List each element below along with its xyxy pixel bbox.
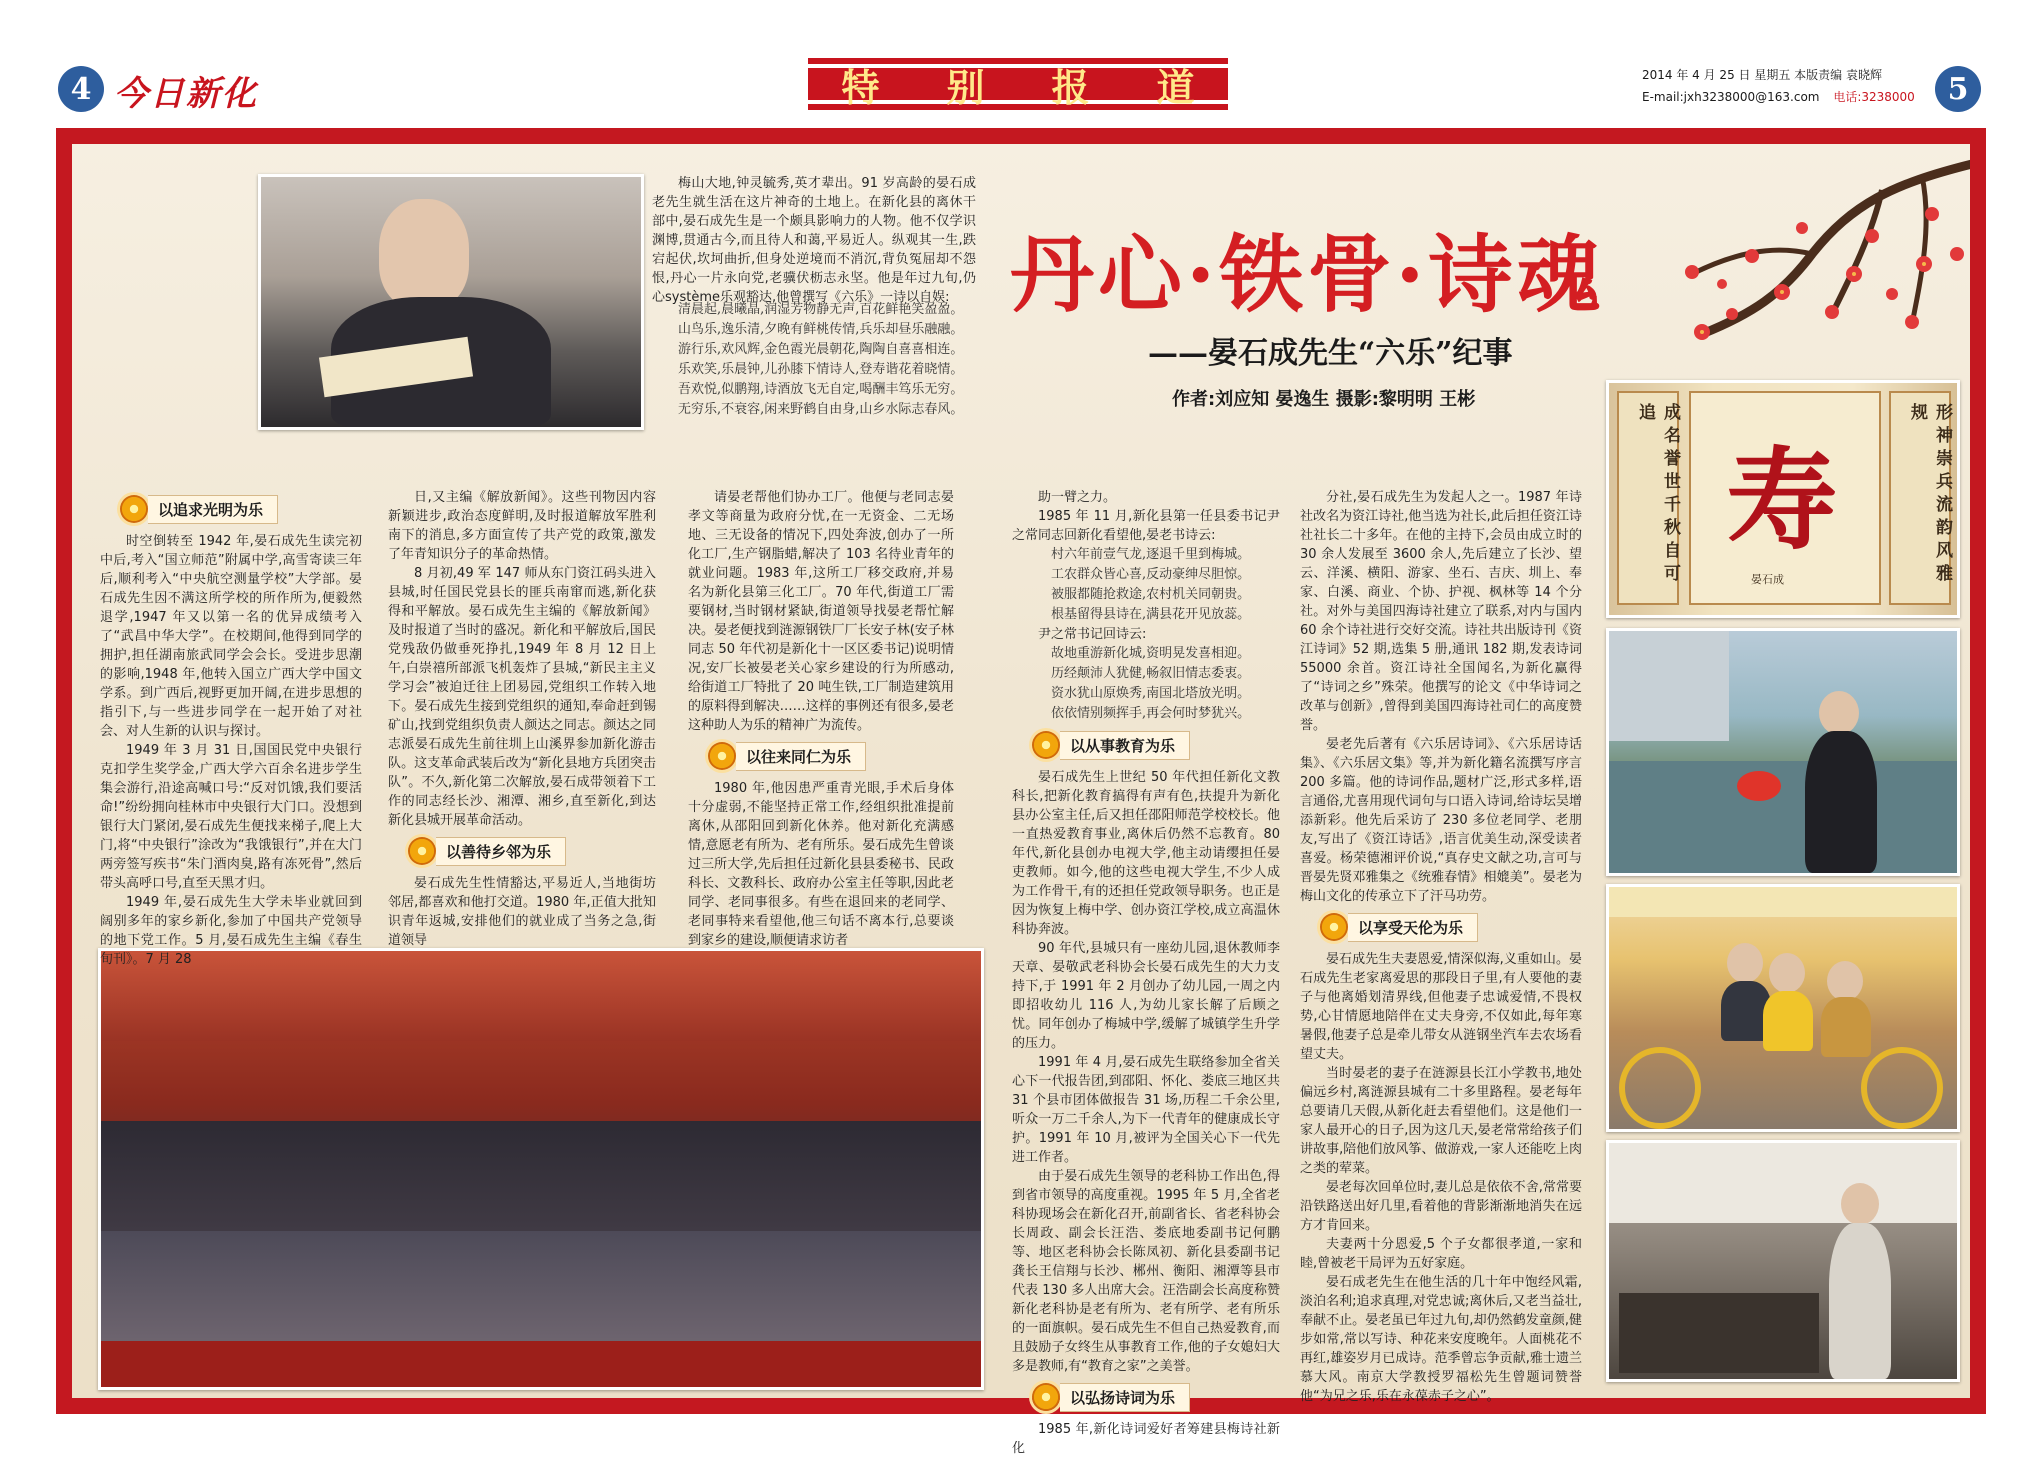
paragraph: 90 年代,县城只有一座幼儿园,退休教师李天章、晏敬武老科协会长晏石成先生的大力支持下,于 1991 年 2 月创办了幼儿园,一周之内即招收幼儿 116 人,为幼儿家长解了后顾之忧。同年创办了梅城中学,缓解了城镇学生升学的压力。: [1012, 941, 1280, 1051]
column-3: [688, 488, 954, 950]
column-2: [388, 488, 656, 950]
outdoor-photo: [1606, 628, 1960, 876]
poem-line: 山鸟乐,逸乐清,夕晚有鲜桃传情,兵乐却昼乐融融。: [678, 322, 964, 337]
phone: 电话:3238000: [1833, 90, 1915, 104]
section-heading-pursuing-light: [120, 494, 362, 524]
callig-signature: 晏石成: [1751, 573, 1784, 586]
newspaper-logo: 今日新化: [114, 74, 258, 114]
poem-line: 村六年前壹气龙,逐退千里到梅城。: [1051, 547, 1251, 562]
section-heading-text: 以善待乡邻为乐: [436, 837, 566, 866]
section-heading-text: 以追求光明为乐: [148, 495, 278, 524]
poem-line: 依依情别频挥手,再会何时梦犹兴。: [1051, 706, 1251, 721]
portrait-photo: [258, 174, 644, 430]
column-5: [1300, 488, 1582, 1406]
group-photo: [98, 948, 984, 1390]
paragraph: 1949 年,晏石成先生大学未毕业就回到阔别多年的家乡新化,参加了中国共产党领导的地下党工作。5 月,晏石成先生主编《春生旬刊》。7 月 28: [100, 895, 362, 967]
chrysanthemum-icon: [120, 495, 148, 523]
poem-line: 吾欢悦,似鹏翔,诗酒放飞无自定,喝酬丰笃乐无穷。: [678, 382, 964, 397]
poem-line: 被服都随抢救途,农村机关同朝贵。: [1051, 587, 1251, 602]
left-page-number: 4: [58, 66, 104, 112]
section-heading-text: 以弘扬诗词为乐: [1060, 1383, 1190, 1412]
paragraph: 1985 年,新化诗词爱好者筹建县梅诗社新化: [1012, 1422, 1280, 1456]
paragraph: 1985 年 11 月,新化县第一任县委书记尹之常同志回新化看望他,晏老书诗云:: [1012, 509, 1280, 543]
calligraphy-photo: [1606, 380, 1960, 618]
paragraph: 晏石成先生上世纪 50 年代担任新化文教科长,把新化教育搞得有声有色,扶提升为新化县办公室主任,后又担任邵阳师范学校校长。他一直热爱教育事业,离休后仍然不忘教育。80 年代,新化县创办电视大学,他主动请缨担任晏吏教师。如今,他的这些电视大学生,不少人成为工作骨干,有的还担任党政领导职务。也正是因为恢复上梅中学、创办资江学校,成立高温休科协奔波。: [1012, 770, 1280, 937]
intro-poem: [652, 300, 982, 420]
section-heading-text: 以享受天伦为乐: [1348, 913, 1478, 942]
poem-to-yin: [1012, 545, 1280, 625]
callig-center-char: 寿: [1727, 436, 1837, 565]
callig-right-scroll: 形神崇兵流韵风雅规: [1907, 403, 1952, 587]
section-heading-colleagues: [708, 741, 954, 771]
poem-line: 根基留得县诗在,满县花开见放蕊。: [1051, 607, 1251, 622]
paragraph: 1991 年 4 月,晏石成先生联络参加全省关心下一代报告团,到邵阳、怀化、娄底三地区共 31 个县市团体做报告 31 场,历程二千余公里,听众一万二千余人,为下一代青年的健康成长守护。1991 年 10 月,被评为全国关心下一代先进工作者。: [1012, 1055, 1280, 1165]
paragraph: 由于晏石成先生领导的老科协工作出色,得到省市领导的高度重视。1995 年 5 月,全省老科协现场会在新化召开,前副省长、省老科协会长周政、副会长汪浩、娄底地委副书记何鹏等、地区老科协会长陈凤初、新化县委副书记龚长王信翔与长沙、郴州、衡阳、湘潭等县市代表 130 多人出席大会。汪浩副会长高度称赞新化老科协是老有所为、老有所学、老有所乐的一面旗帜。晏石成先生不但自己热爱教育,而且鼓励子女终生从事教育工作,他的子女媳妇大多是教师,有“教育之家”之美誉。: [1012, 1169, 1280, 1374]
poem-line: 游行乐,欢风辉,金色霞光晨朝花,陶陶自喜喜相连。: [678, 342, 964, 357]
column-4: [1012, 488, 1280, 1458]
paragraph: 晏老先后著有《六乐居诗词》、《六乐居诗话集》、《六乐居文集》等,并为新化籍名流撰写序言 200 多篇。他的诗词作品,题材广泛,形式多样,语言通俗,尤喜用现代词句与口语入诗词,给诗坛吴增添新彩。他先后采访了 230 多位老同学、老朋友,写出了《资江诗话》,语言优美生动,深受读者喜爱。杨荣德湘评价说,“真存史文献之功,言可与晋晏先贤邓雅集之《统雅春情》相媲美”。晏老为梅山文化的传承立下了汗马功劳。: [1300, 737, 1582, 904]
section-heading-family: [1320, 912, 1582, 942]
intro-text: 梅山大地,钟灵毓秀,英才辈出。91 岁高龄的晏石成老先生就生活在这片神奇的土地上。在新化县的离休干部中,晏石成先生是一个颇具影响力的人物。他不仅学识渊博,贯通古今,而且待人和蔼,平易近人。纵观其一生,跌宕起伏,坎坷曲折,但身处逆境而不消沉,背负冤屈却不怨恨,丹心一片永向党,老骥伏枥志永坚。他是年过九旬,仍心système乐观豁达,他曾撰写《六乐》一诗以自娱:: [652, 176, 976, 305]
tandem-bike-photo: [1606, 884, 1960, 1132]
section-heading-text: 以从事教育为乐: [1060, 731, 1190, 760]
paragraph: 1949 年 3 月 31 日,国国民党中央银行克扣学生奖学金,广西大学六百余名进步学生集会游行,沿途高喊口号:“反对饥饿,我们要活命!”纷纷拥向桂林市中央银行大门口。没想到银行大门紧闭,晏石成先生便找来梯子,爬上大门,将“中央银行”涂改为“我饿银行”,并在大门两旁签写疾书“朱门酒肉臭,路有冻死骨”,然后带头高呼口号,直至天黑才归。: [100, 743, 362, 891]
paragraph: 晏石成先生夫妻恩爱,情深似海,义重如山。晏石成先生老家离爱思的那段日子里,有人要他的妻子与他离婚划清界线,但他妻子忠诚爱情,不畏权势,心甘情愿地陪伴在丈夫身旁,不仅如此,每年寒暑假,他妻子总是牵儿带女从涟钢坐汽车去农场看望丈夫。: [1300, 952, 1582, 1062]
email: E-mail:jxh3238000@163.com: [1642, 90, 1820, 104]
chrysanthemum-icon: [408, 837, 436, 865]
section-char-2: 别: [946, 65, 985, 110]
section-char-1: 特: [841, 65, 880, 110]
paragraph: 夫妻两十分恩爱,5 个子女都很孝道,一家和睦,曾被老干局评为五好家庭。: [1300, 1237, 1582, 1271]
poem-reply: [1012, 644, 1280, 724]
meeting-hall-photo: [1606, 1140, 1960, 1382]
poem-line: 乐欢笑,乐晨钟,儿孙膝下情诗人,登寿谐花着晓情。: [678, 362, 964, 377]
poem-line: 历经颠沛人犹健,畅叙旧情志委衷。: [1051, 666, 1251, 681]
byline: 作者:刘应知 晏逸生 摄影:黎明明 王彬: [1172, 389, 1476, 410]
paragraph: 助一臂之力。: [1038, 490, 1117, 505]
paragraph: 分社,晏石成先生为发起人之一。1987 年诗社改名为资江诗社,他当选为社长,此后担任资江诗社社长二十多年。在他的主持下,会员由成立时的 30 余人发展至 3600 余人,先后建立了长沙、望云、洋溪、横阳、游家、坐石、吉庆、圳上、奉家、白溪、商业、个协、护视、枫林等 14 个分社。对外与美国四海诗社建立了联系,对内与国内 60 余个诗社进行交好交流。诗社共出版诗刊《资江诗词》52 期,选集 5 册,通讯 182 期,发表诗词 55000 余首。资江诗社全国闻名,为新化赢得了“诗词之乡”殊荣。他撰写的论文《中华诗词之改革与创新》,曾得到美国四海诗社司仁的高度赞誉。: [1300, 490, 1582, 733]
poem-line: 工农群众皆心喜,反动豪绅尽胆惊。: [1051, 567, 1251, 582]
paragraph: 尹之常书记回诗云:: [1038, 627, 1147, 642]
chrysanthemum-icon: [1320, 913, 1348, 941]
contact-line: [1642, 88, 1915, 105]
headline-title: 丹心·铁骨·诗魂: [1010, 225, 1605, 324]
section-heading-neighbors: [408, 836, 656, 866]
chrysanthemum-icon: [708, 742, 736, 770]
paragraph: 当时晏老的妻子在涟源县长江小学教书,地处偏远乡村,离涟源县城有二十多里路程。晏老每年总要请几天假,从新化赶去看望他们。这是他们一家人最开心的日子,因为这几天,晏老常常给孩子们讲故事,陪他们放风筝、做游戏,一家人还能吃上肉之类的荤菜。: [1300, 1066, 1582, 1176]
poem-line: 资水犹山原焕秀,南国北塔放光明。: [1051, 686, 1251, 701]
chrysanthemum-icon: [1032, 731, 1060, 759]
paragraph: 请晏老帮他们协办工厂。他便与老同志晏孝文等商量为政府分忧,在一无资金、二无场地、三无设备的情况下,四处奔波,创办了一所化工厂,生产钢脂蜡,解决了 103 名待业青年的就业问题。1983 年,这所工厂移交政府,并易名为新化县第三化工厂。70 年代,街道工厂需要钢材,当时钢材紧缺,街道领导找晏老帮忙解决。晏老便找到涟源钢铁厂厂长安子林(安子林同志 50 年代初是新化十一区区委书记)说明情况,安厂长被晏老关心家乡建设的行为所感动,给街道工厂特批了 20 吨生铁,工厂制造建筑用的原料得到解决……这样的事例还有很多,晏老这种助人为乐的精神广为流传。: [688, 490, 954, 733]
section-heading-poetry: [1032, 1382, 1280, 1412]
intro-paragraph: [652, 174, 976, 307]
section-char-4: 道: [1156, 65, 1195, 110]
issue-date-editor: 2014 年 4 月 25 日 星期五 本版责编 袁晓辉: [1642, 68, 1882, 82]
poem-line: 无穷乐,不衰容,闲来野鹤自由身,山乡水际志春风。: [678, 402, 964, 417]
paragraph: 日,又主编《解放新闻》。这些刊物因内容新颖进步,政治态度鲜明,及时报道解放军胜利南下的消息,多方面宣传了共产党的政策,激发了年青知识分子的革命热情。: [388, 490, 656, 562]
section-banner: [808, 58, 1228, 110]
paragraph: 晏石成老先生在他生活的几十年中饱经风霜,淡泊名利;追求真理,对党忠诚;离休后,又老当益壮,奉献不止。晏老虽已年过九旬,却仍然鹤发童颜,健步如常,常以写诗、种花来安度晚年。人面桃花不再红,雄姿岁月已成诗。范季曾忘争贡献,雅士遗兰慕大风。南京大学教授罗福松先生曾题词赞誉他“为兄之乐,乐在永葆赤子之心”。: [1300, 1275, 1582, 1404]
section-heading-education: [1032, 730, 1280, 760]
right-page-number: 5: [1935, 66, 1981, 112]
column-1: [100, 488, 362, 969]
callig-left-scroll: 成名誉世千秋自可追: [1635, 403, 1680, 587]
paragraph: 1980 年,他因患严重青光眼,手术后身体十分虚弱,不能坚持正常工作,经组织批准提前离休,从邵阳回到新化休养。他对新化充满感情,意愿老有所为、老有所乐。晏石成先生曾谈过三所大学,先后担任过新化县县委秘书、民政科长、文教科长、政府办公室主任等职,因此老同学、老同事很多。有些在退回来的老同学、老同事特来看望他,他三句话不离本行,总要谈到家乡的建设,顺便请求访者: [688, 781, 954, 948]
paragraph: 晏石成先生性情豁达,平易近人,当地街坊邻居,都喜欢和他打交道。1980 年,正值大批知识青年返城,安排他们的就业成了当务之急,街道领导: [388, 876, 656, 948]
headline-subtitle: ——晏石成先生“六乐”纪事: [1148, 336, 1513, 371]
paragraph: 8 月初,49 军 147 师从东门资江码头进入县城,时任国民党县长的匪兵南窜而逃,新化获得和平解放。晏石成先生主编的《解放新闻》及时报道了当时的盛况。新化和平解放后,国民党残敌仍做垂死挣扎,1949 年 8 月 12 日上午,白崇禧所部派飞机轰炸了县城,“新民主主义学习会”被迫迁往上团易园,党组织工作转入地下。晏石成先生接到党组织的通知,奉命赶到锡矿山,找到党组织负责人颜达之同志。颜达之同志派晏石成先生前往圳上山溪界参加新化游击队。这支革命武装后改为“新化县地方兵团突击队”。不久,新化第二次解放,晏石成带领着下工作的同志经长沙、湘潭、湘乡,直至新化,到达新化县城开展革命活动。: [388, 566, 656, 828]
paragraph: 时空倒转至 1942 年,晏石成先生读完初中后,考入“国立师范”附属中学,高雪寄读三年后,顺利考入“中央航空测量学校”大学部。晏石成先生因不满这所学校的所作所为,便毅然退学,1947 年又以第一名的优异成绩考入了“武昌中华大学”。在校期间,他得到同学的拥护,担任湖南旅武同学会会长。受进步思潮的影响,1948 年,他转入国立广西大学中国文学系。到广西后,视野更加开阔,在进步思想的指引下,与一些进步同学在一起开始了对社会、对人生新的认识与探讨。: [100, 534, 362, 739]
chrysanthemum-icon: [1032, 1383, 1060, 1411]
poem-line: 故地重游新化城,资明晃发喜相迎。: [1051, 646, 1251, 661]
paragraph: 晏老每次回单位时,妻儿总是依依不舍,常常要沿铁路送出好几里,看着他的背影渐渐地消失在远方才肯回来。: [1300, 1180, 1582, 1233]
poem-line: 清晨起,晨曦晶,润湿芳物静无声,百花鲜艳笑盈盈。: [678, 302, 964, 317]
section-char-3: 报: [1051, 65, 1090, 110]
section-heading-text: 以往来同仁为乐: [736, 742, 866, 771]
